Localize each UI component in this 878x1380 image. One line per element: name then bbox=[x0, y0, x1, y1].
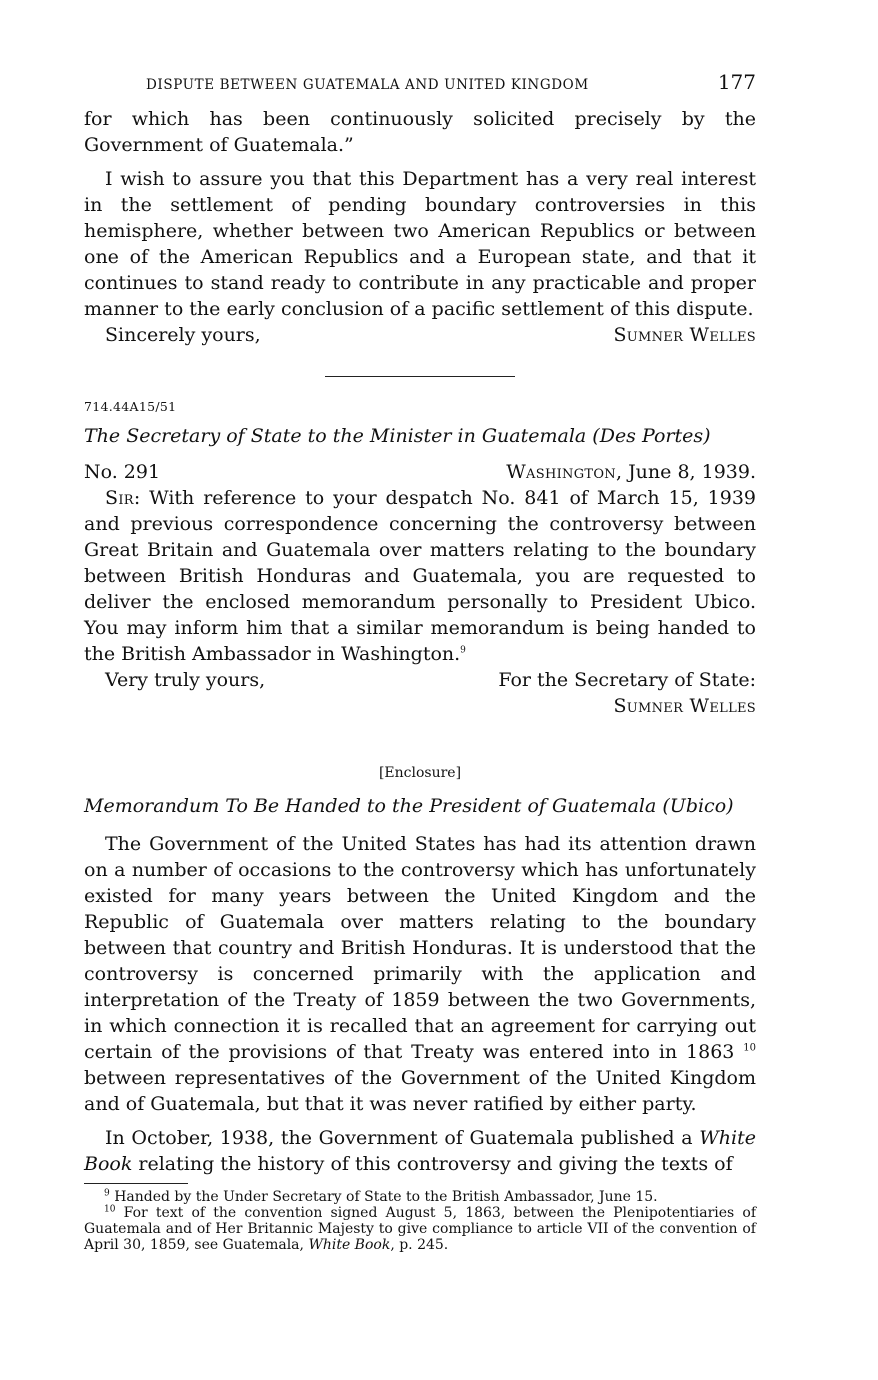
letter2-heading-main: The Secretary of State to the Minister in Guatemala bbox=[84, 425, 587, 447]
memorandum-paragraph-2-cont: relating the history of this controversy and giving the texts of bbox=[138, 1153, 733, 1175]
letter2-salutation: Sir bbox=[105, 487, 134, 509]
memorandum-paragraph-2 bbox=[84, 1125, 756, 1177]
letter2-date: , June 8, 1939. bbox=[615, 461, 756, 483]
footnote-ref-10: 10 bbox=[743, 1042, 756, 1054]
footnote-10-italic: White Book bbox=[308, 1237, 391, 1253]
footnote-10-mark: 10 bbox=[104, 1204, 116, 1215]
letter2-body bbox=[84, 485, 756, 667]
section-divider bbox=[325, 376, 515, 377]
document-page bbox=[84, 70, 756, 1253]
footnote-10-text: For text of the convention signed August 5, 1863, between the Plenipotentiaries of Guatemala and of Her Britannic Majesty to give compliance to article VII of the convention of April 30, 1859, see Guatemala, bbox=[84, 1205, 757, 1253]
memorandum-paragraph-2-italic: White Book bbox=[84, 1127, 756, 1175]
memorandum-heading-main: Memorandum To Be Handed to the President of Guatemala bbox=[84, 795, 657, 817]
letter1-paragraph: I wish to assure you that this Department has a very real interest in the settlement of pending boundary controversies in this hemisphere, whether between two American Republics or between one of the American Republics and a European state, and that it continues to stand ready to contribute in any practicable and proper manner to the early conclusion of a pacific settlement of this dispute. bbox=[84, 168, 756, 320]
file-number: 714.44A15/51 bbox=[84, 399, 177, 414]
footnote-rule bbox=[84, 1183, 188, 1184]
footnote-9 bbox=[84, 1189, 756, 1205]
letter2-dateline bbox=[84, 459, 756, 485]
letter2-heading-paren: (Des Portes) bbox=[592, 425, 711, 447]
footnote-9-text: Handed by the Under Secretary of State to the British Ambassador, June 15. bbox=[114, 1189, 658, 1205]
letter2-heading bbox=[84, 423, 756, 449]
footnote-10 bbox=[84, 1205, 756, 1253]
letter2-body-text: : With reference to your despatch No. 841 of March 15, 1939 and previous correspondence concerning the controversy between Great Britain and Guatemala over matters relating to the boundary between British Honduras and Guatemala, you are requested to deliver the enclosed memorandum personally to President Ubico. You may inform him that a similar memorandum is being handed to the British Ambassador in Washington. bbox=[84, 487, 756, 665]
letter2-closing-block bbox=[84, 667, 756, 693]
memorandum-paragraph-1 bbox=[84, 831, 756, 1117]
memorandum-heading-paren: (Ubico) bbox=[662, 795, 734, 817]
letter2-place: Washington bbox=[506, 461, 616, 483]
letter2-place-date bbox=[506, 459, 756, 485]
running-head bbox=[84, 70, 756, 106]
letter1-signature: Sumner Welles bbox=[613, 324, 756, 346]
footnote-10-text-end: , p. 245. bbox=[390, 1237, 449, 1253]
letter2-signature-line bbox=[84, 693, 756, 719]
memorandum-heading bbox=[84, 793, 756, 819]
letter2-closing: Very truly yours, bbox=[105, 669, 266, 691]
enclosure-label: [Enclosure] bbox=[378, 765, 462, 781]
letter2-signature: Sumner Welles bbox=[613, 695, 756, 717]
footnote-ref-9: 9 bbox=[460, 645, 466, 656]
footnote-9-mark: 9 bbox=[104, 1188, 110, 1199]
page-number: 177 bbox=[717, 70, 756, 94]
letter1-closing: Sincerely yours, bbox=[105, 324, 261, 346]
running-head-title: DISPUTE BETWEEN GUATEMALA AND UNITED KINGDOM bbox=[146, 77, 589, 93]
memorandum-paragraph-1-text: The Government of the United States has had its attention drawn on a number of occasions to the controversy which has unfortunately existed for many years between the United Kingdom and the Republic of Guatemala over matters relating to the boundary between that country and British Honduras. It is understood that the controversy is concerned primarily with the application and interpretation of the Treaty of 1859 between the two Governments, in which connection it is recalled that an agreement for carrying out certain of the provisions of that Treaty was entered into in 1863 bbox=[84, 833, 756, 1063]
letter2-for-line: For the Secretary of State: bbox=[498, 669, 756, 691]
letter2-doc-number: No. 291 bbox=[84, 461, 161, 483]
letter1-closing-block bbox=[84, 322, 756, 348]
letter1-continued-paragraph: for which has been continuously solicited precisely by the Government of Guatemala.” bbox=[84, 108, 756, 156]
memorandum-paragraph-2-text: In October, 1938, the Government of Guatemala published a bbox=[105, 1127, 693, 1149]
memorandum-paragraph-1-cont: between representatives of the Government of the United Kingdom and of Guatemala, but that it was never ratified by either party. bbox=[84, 1067, 756, 1115]
